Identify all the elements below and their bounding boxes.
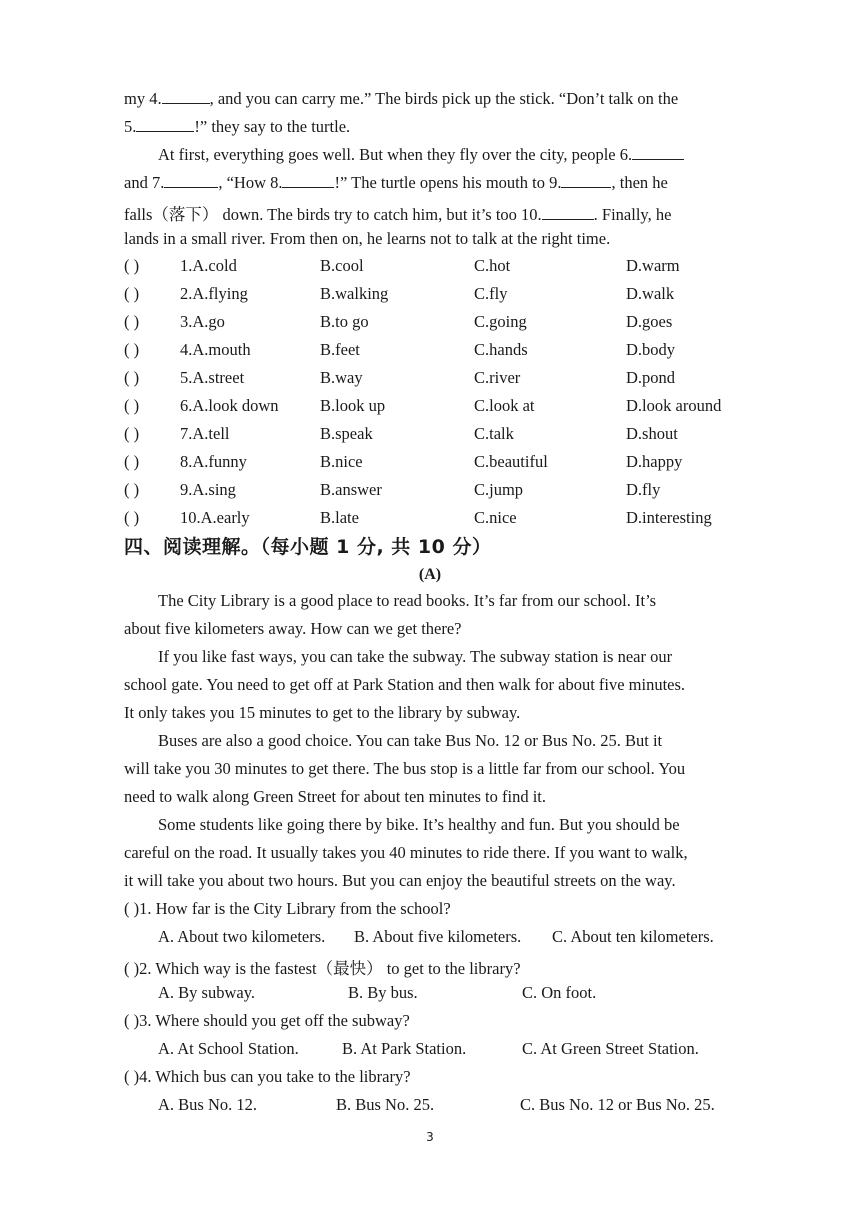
question-stem: ( )4. Which bus can you take to the library? [124,1067,411,1086]
passage-line: about five kilometers away. How can we get there? [124,619,462,638]
answer-paren[interactable]: ( ) [124,508,140,527]
option-d: D.pond [626,368,676,387]
cloze-text: lands in a small river. From then on, he learns not to talk at the right time. [124,229,611,248]
option-c: C.look at [474,396,535,415]
option-a: 6.A.look down [180,396,279,415]
cloze-text: !” The turtle opens his mouth to 9. [334,173,562,192]
passage-line: school gate. You need to get off at Park Station and then walk for about five minutes. [124,675,686,694]
option-a: 7.A.tell [180,424,230,443]
cloze-line-4 [124,173,668,193]
cloze-text: , “How 8. [218,173,283,192]
answer-choice-a: A. At School Station. [158,1039,299,1058]
question-stem: ( )3. Where should you get off the subway? [124,1011,410,1030]
answer-choice-c: C. On foot. [522,983,597,1002]
question-answers [158,1039,758,1061]
option-a: 1.A.cold [180,256,237,275]
answer-blank[interactable] [136,119,194,132]
option-d: D.body [626,340,676,359]
option-a: 10.A.early [180,508,250,527]
passage-line: The City Library is a good place to read books. It’s far from our school. It’s [158,591,657,610]
option-a: 9.A.sing [180,480,236,499]
option-b: B.cool [320,256,364,275]
answer-paren[interactable]: ( ) [124,396,140,415]
answer-paren[interactable]: ( ) [124,340,140,359]
option-b: B.look up [320,396,386,415]
answer-choice-a: A. Bus No. 12. [158,1095,258,1114]
answer-paren[interactable]: ( ) [124,284,140,303]
cloze-text: 5. [124,117,137,136]
option-b: B.late [320,508,359,527]
answer-blank[interactable] [162,91,210,104]
option-d: D.look around [626,396,722,415]
passage-line: It only takes you 15 minutes to get to the library by subway. [124,703,521,722]
answer-choice-c: C. Bus No. 12 or Bus No. 25. [520,1095,715,1114]
answer-paren[interactable]: ( ) [124,256,140,275]
answer-choice-b: B. At Park Station. [342,1039,467,1058]
cloze-line-3 [158,145,684,165]
answer-paren[interactable]: ( ) [124,368,140,387]
option-d: D.interesting [626,508,712,527]
option-d: D.shout [626,424,678,443]
cloze-text: At first, everything goes well. But when they fly over the city, people 6. [158,145,633,164]
cloze-option-row [124,480,764,502]
option-c: C.nice [474,508,517,527]
option-c: C.hot [474,256,511,275]
answer-choice-a: A. About two kilometers. [158,927,326,946]
option-c: C.fly [474,284,508,303]
cloze-option-row [124,312,764,334]
answer-paren[interactable]: ( ) [124,424,140,443]
question-answers [158,983,758,1005]
answer-choice-c: C. About ten kilometers. [552,927,714,946]
answer-blank[interactable] [164,175,218,188]
answer-choice-b: B. By bus. [348,983,418,1002]
cloze-text: falls（落下） down. The birds try to catch him, but it’s too 10. [124,205,542,224]
passage-line: Some students like going there by bike. It’s healthy and fun. But you should be [158,815,680,834]
answer-blank[interactable] [542,207,594,220]
cloze-option-row [124,284,764,306]
answer-paren[interactable]: ( ) [124,312,140,331]
passage-line: need to walk along Green Street for about ten minutes to find it. [124,787,547,806]
cloze-text: , then he [611,173,668,192]
answer-choice-a: A. By subway. [158,983,256,1002]
option-c: C.going [474,312,527,331]
answer-choice-b: B. Bus No. 25. [336,1095,435,1114]
cloze-text: !” they say to the turtle. [194,117,351,136]
question-stem: ( )2. Which way is the fastest（最快） to get to the library? [124,959,521,978]
cloze-option-row [124,452,764,474]
cloze-option-row [124,508,764,530]
option-c: C.jump [474,480,524,499]
passage-line: careful on the road. It usually takes you 40 minutes to ride there. If you want to walk, [124,843,688,862]
option-c: C.hands [474,340,528,359]
page-number: 3 [426,1130,434,1144]
option-b: B.nice [320,452,363,471]
option-d: D.walk [626,284,675,303]
cloze-option-row [124,256,764,278]
answer-paren[interactable]: ( ) [124,452,140,471]
answer-blank[interactable] [282,175,334,188]
section-heading: 四、阅读理解。（每小题 1 分, 共 10 分） [124,536,492,558]
passage-line: will take you 30 minutes to get there. The bus stop is a little far from our school. You [124,759,686,778]
cloze-line-2 [124,117,350,137]
cloze-text: . Finally, he [593,205,672,224]
option-a: 3.A.go [180,312,225,331]
cloze-text: , and you can carry me.” The birds pick up the stick. “Don’t talk on the [209,89,679,108]
option-a: 2.A.flying [180,284,248,303]
option-b: B.walking [320,284,389,303]
option-d: D.warm [626,256,680,275]
answer-paren[interactable]: ( ) [124,480,140,499]
option-a: 4.A.mouth [180,340,251,359]
option-a: 8.A.funny [180,452,247,471]
answer-blank[interactable] [561,175,611,188]
question-stem: ( )1. How far is the City Library from the school? [124,899,451,918]
cloze-option-row [124,368,764,390]
cloze-line-1 [124,89,678,109]
passage-line: Buses are also a good choice. You can take Bus No. 12 or Bus No. 25. But it [158,731,663,750]
question-answers [158,1095,758,1117]
cloze-line-5 [124,201,671,225]
passage-line: If you like fast ways, you can take the subway. The subway station is near our [158,647,673,666]
option-d: D.happy [626,452,683,471]
question-answers [158,927,758,949]
answer-blank[interactable] [632,147,684,160]
cloze-option-row [124,340,764,362]
passage-line: it will take you about two hours. But you can enjoy the beautiful streets on the way. [124,871,676,890]
option-b: B.to go [320,312,369,331]
option-b: B.way [320,368,363,387]
cloze-text: my 4. [124,89,162,108]
cloze-text: and 7. [124,173,165,192]
answer-choice-b: B. About five kilometers. [354,927,522,946]
cloze-line-6 [124,229,610,249]
option-d: D.fly [626,480,661,499]
option-a: 5.A.street [180,368,245,387]
option-c: C.river [474,368,521,387]
cloze-option-row [124,396,764,418]
option-c: C.beautiful [474,452,548,471]
cloze-option-row [124,424,764,446]
option-b: B.feet [320,340,360,359]
option-b: B.answer [320,480,382,499]
option-d: D.goes [626,312,673,331]
answer-choice-c: C. At Green Street Station. [522,1039,699,1058]
passage-label: (A) [418,566,442,583]
option-b: B.speak [320,424,373,443]
option-c: C.talk [474,424,514,443]
